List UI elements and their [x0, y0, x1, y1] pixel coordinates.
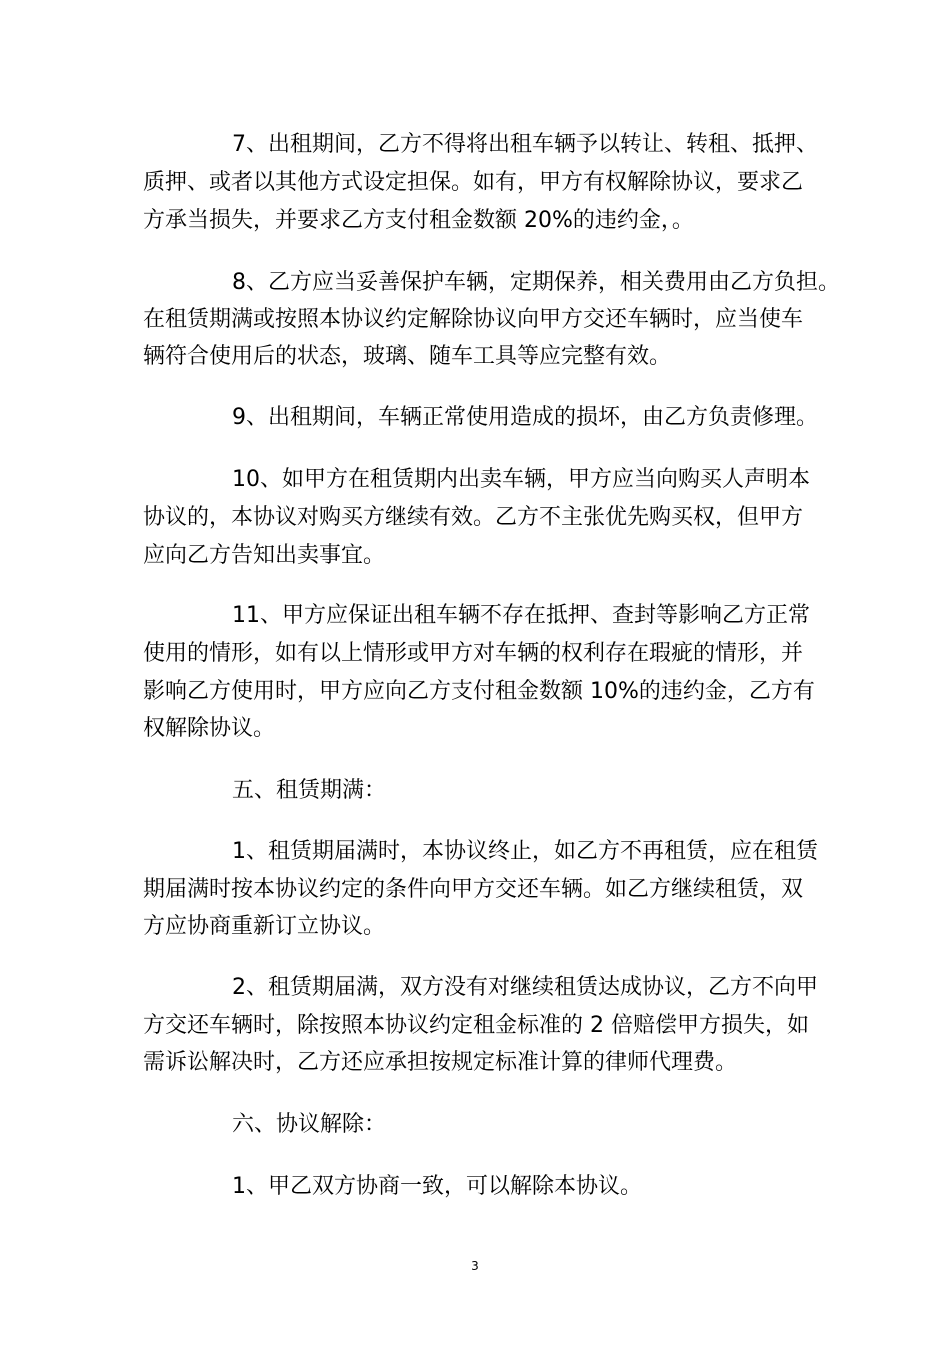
section-5-item-1-line-2: 期届满时按本协议约定的条件向甲方交还车辆。如乙方继续租赁，双	[143, 877, 804, 902]
section-5-heading: 五、租赁期满：	[232, 778, 387, 803]
section-6-item-1-line-1: 1、甲乙双方协商一致，可以解除本协议。	[232, 1174, 642, 1199]
clause-11-line-3: 影响乙方使用时，甲方应向乙方支付租金数额 10%的违约金，乙方有	[143, 679, 815, 704]
section-5-item-2-line-3: 需诉讼解决时，乙方还应承担按规定标准计算的律师代理费。	[143, 1050, 738, 1075]
clause-7-line-2: 质押、或者以其他方式设定担保。如有，甲方有权解除协议，要求乙	[143, 170, 804, 195]
section-5-item-2-line-1: 2、租赁期届满，双方没有对继续租赁达成协议，乙方不向甲	[232, 975, 818, 1000]
section-5-item-1-line-3: 方应协商重新订立协议。	[143, 914, 386, 939]
clause-10-line-2: 协议的，本协议对购买方继续有效。乙方不主张优先购买权，但甲方	[143, 505, 804, 530]
clause-11-line-1: 11、甲方应保证出租车辆不存在抵押、查封等影响乙方正常	[232, 603, 810, 628]
clause-8-line-3: 辆符合使用后的状态，玻璃、随车工具等应完整有效。	[143, 344, 672, 369]
clause-7-line-1: 7、出租期间，乙方不得将出租车辆予以转让、转租、抵押、	[232, 132, 818, 157]
section-5-item-1-line-1: 1、租赁期届满时，本协议终止，如乙方不再租赁，应在租赁	[232, 839, 818, 864]
clause-10-line-3: 应向乙方告知出卖事宜。	[143, 543, 386, 568]
clause-11-line-4: 权解除协议。	[143, 716, 276, 741]
clause-8-line-1: 8、乙方应当妥善保护车辆，定期保养，相关费用由乙方负担。	[232, 270, 840, 295]
clause-9-line-1: 9、出租期间，车辆正常使用造成的损坏，由乙方负责修理。	[232, 405, 818, 430]
section-6-heading: 六、协议解除：	[232, 1112, 387, 1137]
clause-10-line-1: 10、如甲方在租赁期内出卖车辆，甲方应当向购买人声明本	[232, 467, 810, 492]
clause-7-line-3: 方承当损失，并要求乙方支付租金数额 20%的违约金，。	[143, 208, 694, 233]
section-5-item-2-line-2: 方交还车辆时，除按照本协议约定租金标准的 2 倍赔偿甲方损失，如	[143, 1013, 809, 1038]
clause-11-line-2: 使用的情形，如有以上情形或甲方对车辆的权利存在瑕疵的情形，并	[143, 641, 804, 666]
page-number: 3	[471, 1259, 479, 1273]
clause-8-line-2: 在租赁期满或按照本协议约定解除协议向甲方交还车辆时，应当使车	[143, 307, 804, 332]
